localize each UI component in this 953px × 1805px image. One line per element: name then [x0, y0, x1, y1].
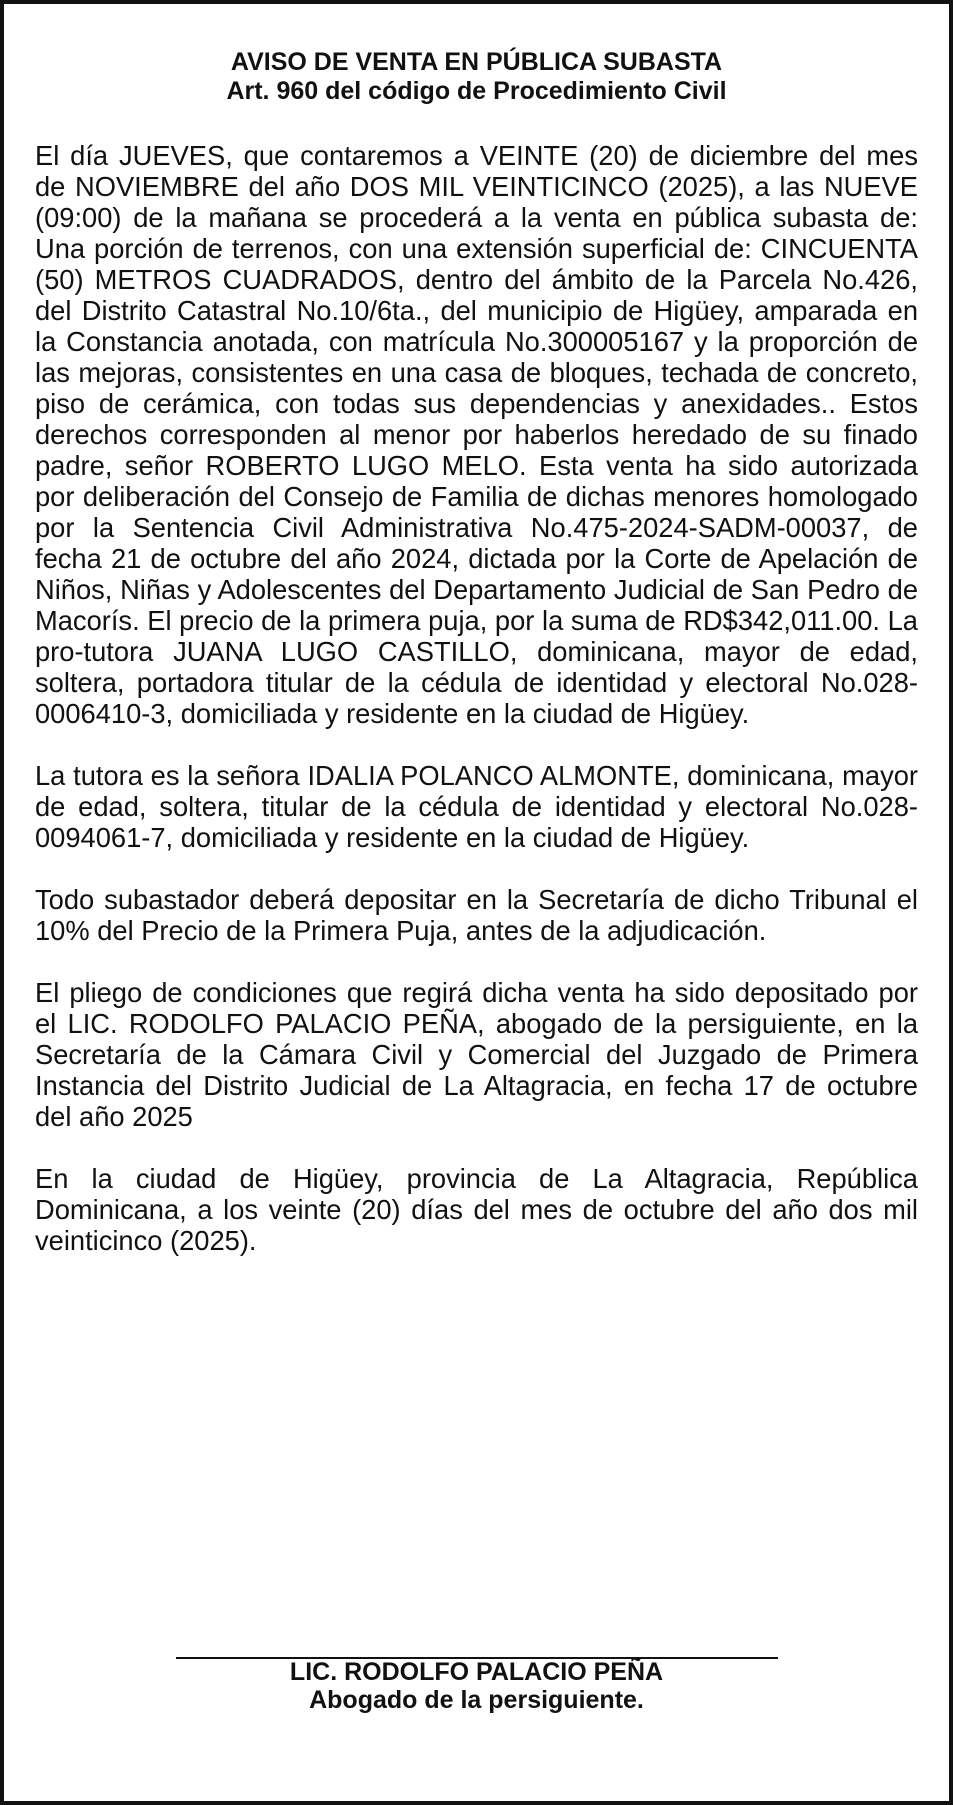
notice-title: AVISO DE VENTA EN PÚBLICA SUBASTA	[230, 48, 723, 76]
paragraph-tutor: La tutora es la señora IDALIA POLANCO ALMONTE, dominicana, mayor de edad, soltera, titular de la cédula de identidad y electoral No.028-0094061-7, domiciliada y residente en la ciudad de Higüey.	[35, 760, 918, 853]
notice-subtitle: Art. 960 del código de Procedimiento Civil	[226, 77, 727, 105]
signature-block	[4, 1657, 949, 1715]
paragraph-deposit: Todo subastador deberá depositar en la Secretaría de dicho Tribunal el 10% del Precio de la Primera Puja, antes de la adjudicación.	[35, 884, 918, 946]
paragraph-place-date: En la ciudad de Higüey, provincia de La Altagracia, República Dominicana, a los veinte (20) días del mes de octubre del año dos mil veinticinco (2025).	[35, 1163, 918, 1256]
signature-name: LIC. RODOLFO PALACIO PEÑA	[289, 1658, 664, 1686]
signature-role: Abogado de la persiguiente.	[309, 1686, 644, 1714]
paragraph-sale-details: El día JUEVES, que contaremos a VEINTE (20) de diciembre del mes de NOVIEMBRE del año DOS MIL VEINTICINCO (2025), a las NUEVE (09:00) de la mañana se procederá a la venta en pública subasta de: Una porción de terrenos, con una extensión superficial de: CINCUENTA (50) METROS CUADRADOS, dentro del ámbito de la Parcela No.426, del Distrito Catastral No.10/6ta., del municipio de Higüey, amparada en la Constancia anotada, con matrícula No.300005167 y la proporción de las mejoras, consistentes en una casa de bloques, techada de concreto, piso de cerámica, con todas sus dependencias y anexidades.. Estos derechos corresponden al menor por haberlos heredado de su finado padre, señor ROBERTO LUGO MELO. Esta venta ha sido autorizada por deliberación del Consejo de Familia de dichas menores homologado por la Sentencia Civil Administrativa No.475-2024-SADM-00037, de fecha 21 de octubre del año 2024, dictada por la Corte de Apelación de Niños, Niñas y Adolescentes del Departamento Judicial de San Pedro de Macorís. El precio de la primera puja, por la suma de RD$342,011.00. La pro-tutora JUANA LUGO CASTILLO, dominicana, mayor de edad, soltera, portadora titular de la cédula de identidad y electoral No.028-0006410-3, domiciliada y residente en la ciudad de Higüey.	[35, 140, 918, 729]
paragraph-conditions: El pliego de condiciones que regirá dicha venta ha sido depositado por el LIC. RODOLFO PALACIO PEÑA, abogado de la persiguiente, en la Secretaría de la Cámara Civil y Comercial del Juzgado de Primera Instancia del Distrito Judicial de La Altagracia, en fecha 17 de octubre del año 2025	[35, 977, 918, 1132]
